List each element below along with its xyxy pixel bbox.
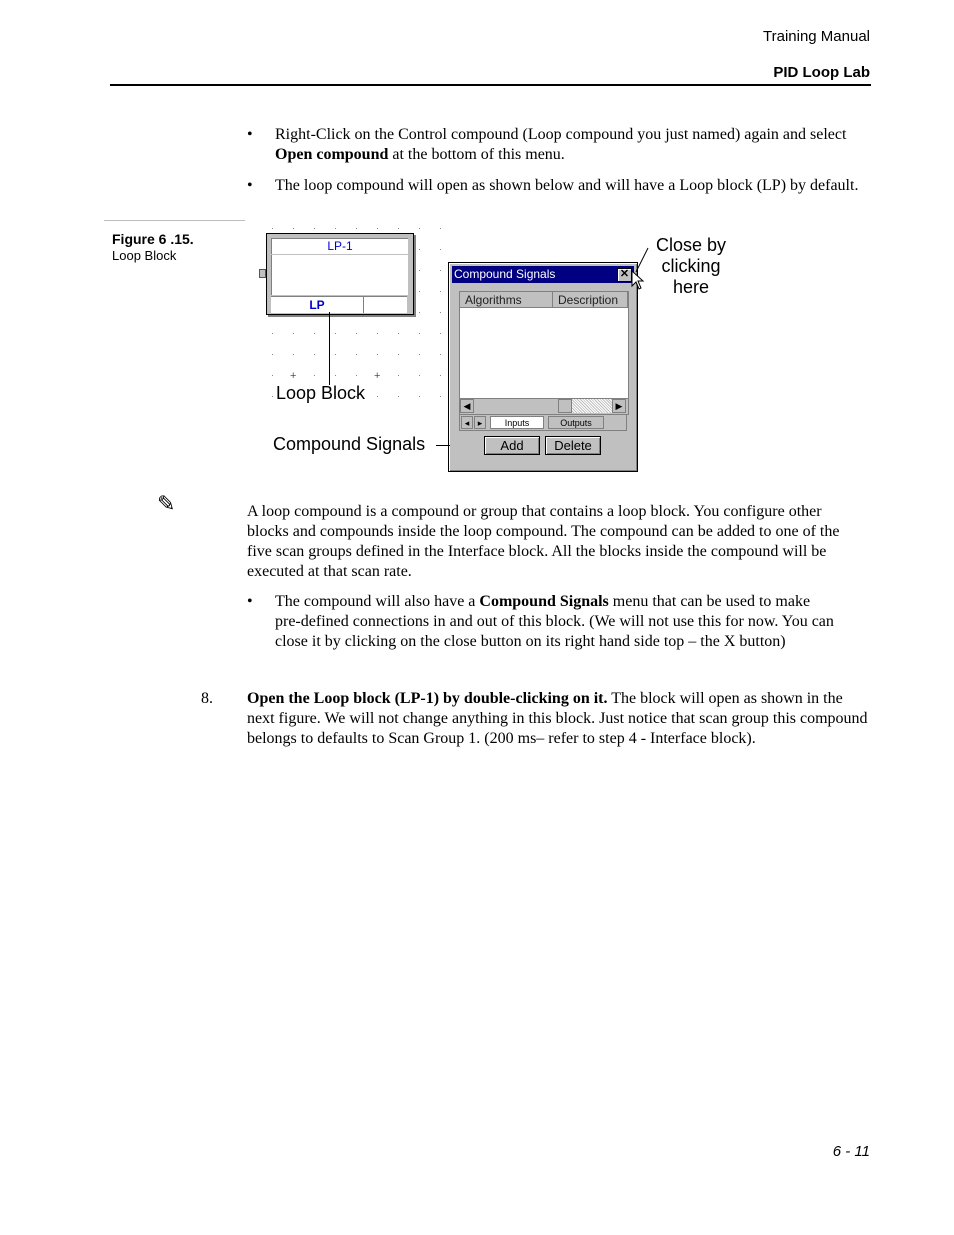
grid-dot — [440, 228, 441, 229]
note-text: A loop compound is a compound or group that contains a loop block. You configure other blocks and compounds inside the loop compound. The compound can be added to one of the five scan groups defined in the Interface block. All the blocks inside the compound will be executed at that scan rate. — [247, 503, 840, 580]
step-8-text: Open the Loop block (LP-1) by double-clicking on it. The block will open as shown in the next figure. We will not change anything in this block. Just notice that scan group this compound belongs to defaults to Scan Group 1. (200 ms– refer to step 4 - Interface block). — [247, 690, 868, 747]
grid-dot — [272, 228, 273, 229]
grid-dot — [440, 291, 441, 292]
loop-block[interactable] — [266, 233, 414, 315]
header-title: Training Manual — [763, 28, 870, 45]
tab-strip — [459, 414, 627, 431]
grid-dot — [377, 396, 378, 397]
loop-block-callout-line — [329, 312, 330, 385]
figure-rule — [104, 220, 245, 221]
grid-dot — [293, 228, 294, 229]
pencil-note-icon: ✎ — [157, 492, 176, 517]
grid-dot — [293, 333, 294, 334]
compound-signals-callout: Compound Signals — [273, 434, 426, 454]
grid-dot — [440, 270, 441, 271]
bullet-compound-signals: The compound will also have a Compound Signals menu that can be used to make pre-defined connections in and out of this block. (We will not use this for now. You can close it by clicking on the close button on its right hand side top – the X button) — [275, 593, 834, 650]
grid-dot — [314, 228, 315, 229]
grid-dot — [440, 375, 441, 376]
compound-signals-callout-line — [436, 445, 450, 446]
grid-dot — [272, 375, 273, 376]
grid-dot — [314, 354, 315, 355]
grid-dot — [335, 354, 336, 355]
scroll-right-icon[interactable]: ▶ — [612, 399, 626, 413]
tab-scroll-right-icon[interactable]: ▸ — [474, 416, 486, 429]
compound-signals-window — [448, 262, 638, 472]
grid-dot — [398, 333, 399, 334]
tab-scroll-left-icon[interactable]: ◂ — [461, 416, 473, 429]
loop-block-footer — [271, 296, 407, 313]
loop-block-type: LP — [309, 298, 325, 312]
grid-dot — [419, 396, 420, 397]
bullet-loop-compound: The loop compound will open as shown below and will have a Loop block (LP) by default. — [275, 177, 859, 194]
grid-dot — [398, 375, 399, 376]
grid-dot — [272, 354, 273, 355]
delete-button[interactable]: Delete — [545, 436, 601, 455]
grid-dot — [398, 354, 399, 355]
compound-signals-titlebar — [452, 266, 634, 283]
bullet-open-compound: Right-Click on the Control compound (Loop compound you just named) again and select Open compound at the bottom of this menu. — [275, 126, 847, 163]
grid-dot — [419, 354, 420, 355]
loop-block-title: LP-1 — [271, 238, 408, 254]
close-callout-line — [634, 246, 650, 274]
grid-dot — [440, 333, 441, 334]
loop-block-body — [271, 255, 408, 295]
grid-dot — [419, 291, 420, 292]
grid-dot — [377, 354, 378, 355]
grid-dot — [377, 228, 378, 229]
header-rule — [110, 84, 871, 86]
scroll-left-icon[interactable]: ◀ — [460, 399, 474, 413]
scroll-track[interactable] — [572, 399, 612, 413]
header-subtitle: PID Loop Lab — [773, 64, 870, 81]
grid-dot — [356, 354, 357, 355]
tab-outputs[interactable]: Outputs — [548, 416, 604, 429]
grid-dot — [356, 375, 357, 376]
grid-dot — [419, 375, 420, 376]
column-algorithms[interactable]: Algorithms — [460, 292, 553, 308]
grid-dot — [356, 333, 357, 334]
close-callout: Close by clicking here — [655, 235, 727, 297]
signals-list[interactable] — [459, 291, 629, 415]
step-number: 8. — [201, 690, 213, 707]
grid-dot — [440, 396, 441, 397]
grid-dot — [419, 333, 420, 334]
grid-dot — [272, 396, 273, 397]
grid-dot — [419, 312, 420, 313]
grid-dot — [398, 228, 399, 229]
tab-inputs[interactable]: Inputs — [490, 416, 544, 429]
grid-dot — [377, 333, 378, 334]
loop-block-port — [259, 269, 266, 278]
page-number: 6 - 11 — [832, 1143, 870, 1160]
grid-dot — [419, 249, 420, 250]
close-icon[interactable]: ✕ — [617, 268, 632, 282]
loop-block-callout: Loop Block — [276, 383, 366, 403]
figure-label: Figure 6 .15. — [112, 231, 194, 247]
grid-dot — [314, 375, 315, 376]
scroll-thumb[interactable] — [558, 399, 572, 413]
figure-caption: Loop Block — [112, 248, 177, 263]
grid-dot — [293, 354, 294, 355]
grid-dot — [419, 228, 420, 229]
grid-dot — [272, 333, 273, 334]
grid-plus-marker: + — [374, 370, 381, 382]
bullet-marker: • — [247, 593, 253, 610]
grid-dot — [335, 375, 336, 376]
column-description[interactable]: Description — [553, 292, 628, 308]
grid-dot — [314, 333, 315, 334]
grid-dot — [356, 228, 357, 229]
horizontal-scrollbar[interactable] — [460, 398, 628, 414]
loop-block-divider — [363, 297, 364, 313]
grid-dot — [335, 228, 336, 229]
grid-dot — [440, 354, 441, 355]
bullet-marker: • — [247, 177, 253, 194]
grid-dot — [440, 312, 441, 313]
grid-dot — [419, 270, 420, 271]
grid-plus-marker: + — [290, 370, 297, 382]
grid-dot — [398, 396, 399, 397]
compound-signals-title: Compound Signals — [454, 267, 556, 281]
grid-dot — [335, 333, 336, 334]
grid-dot — [440, 249, 441, 250]
add-button[interactable]: Add — [484, 436, 540, 455]
bullet-marker: • — [247, 126, 253, 143]
